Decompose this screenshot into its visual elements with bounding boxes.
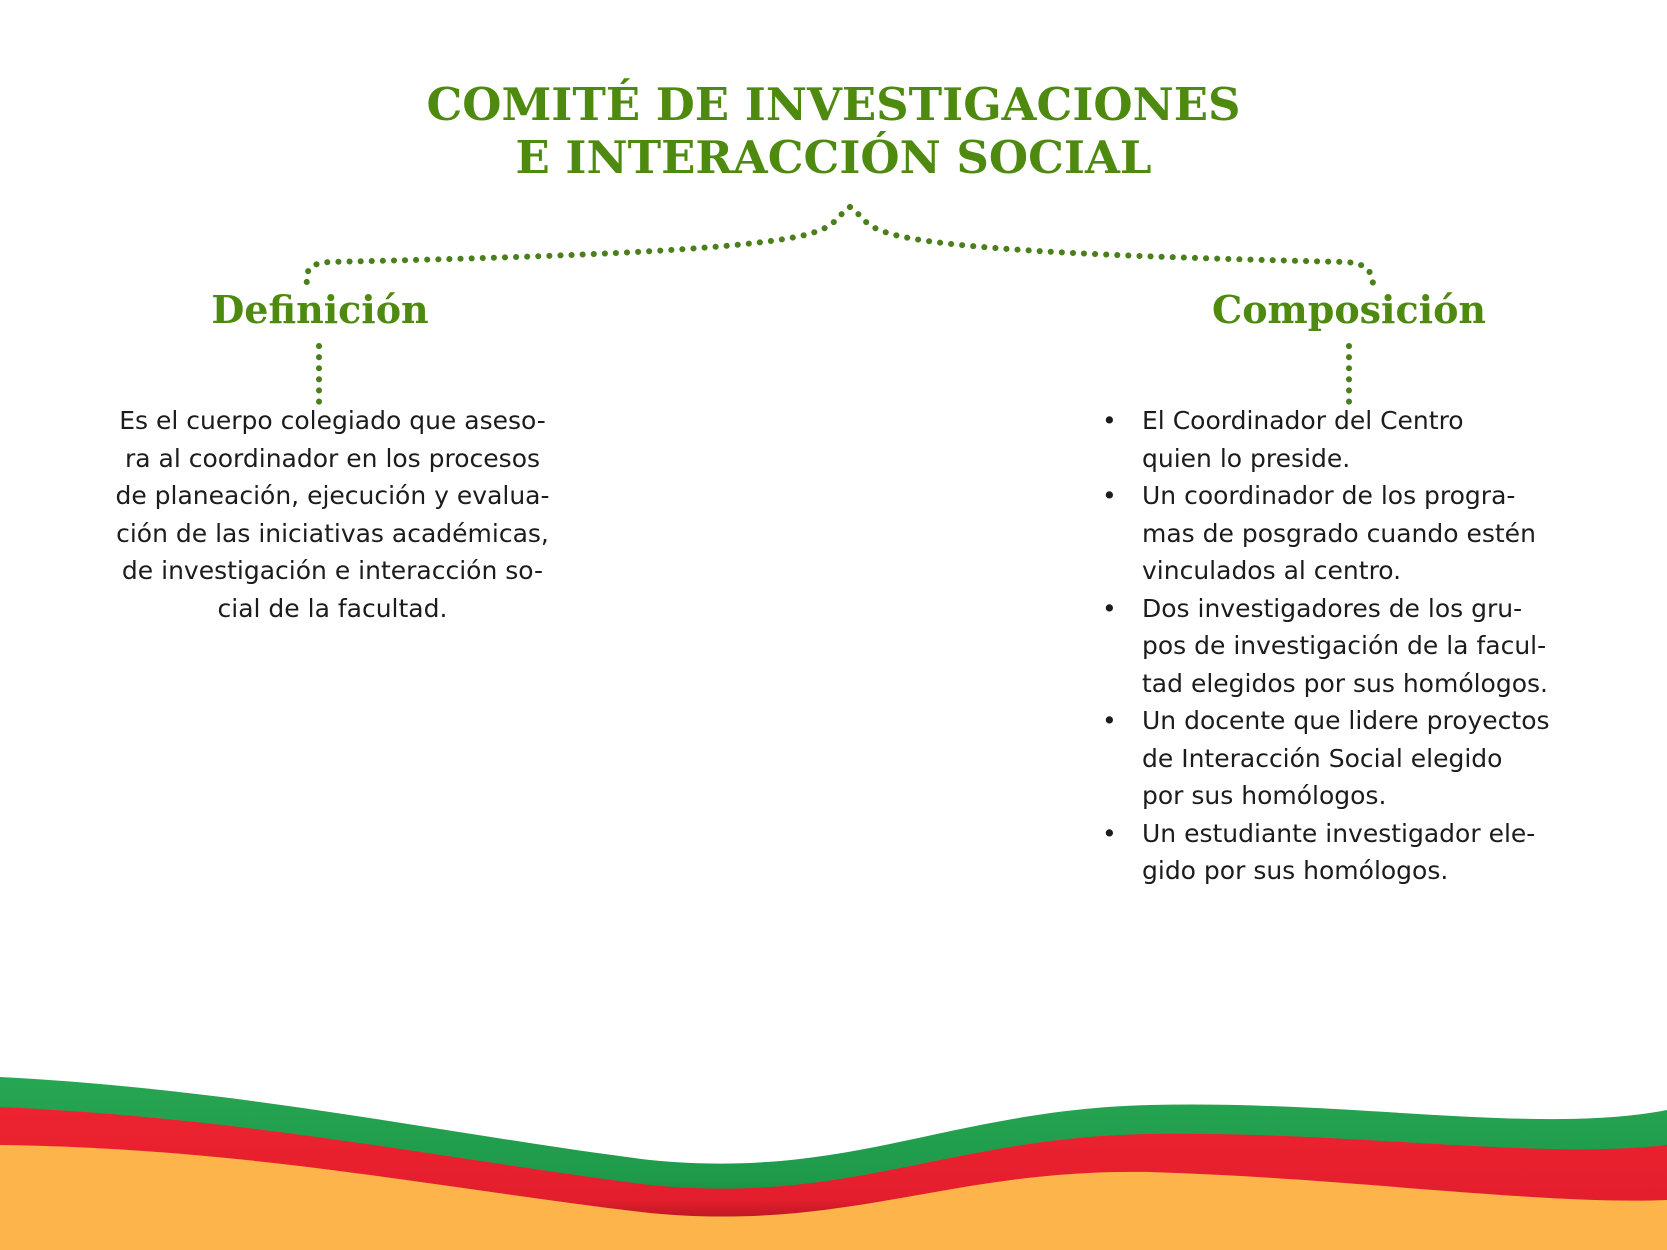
list-item-line: por sus homólogos.	[1142, 781, 1387, 810]
list-item-line: de Interacción Social elegido	[1142, 743, 1503, 773]
list-item-line: Dos investigadores de los gru-	[1142, 593, 1523, 623]
definition-line: ción de las iniciativas académicas,	[116, 518, 549, 548]
definition-line: de planeación, ejecución y evalua-	[115, 481, 550, 510]
list-item-line: quien lo preside.	[1142, 443, 1351, 473]
list-item-line: vinculados al centro.	[1142, 556, 1402, 585]
list-item-line: El Coordinador del Centro	[1142, 406, 1464, 435]
bullet-icon: •	[1102, 818, 1117, 848]
list-item	[1102, 702, 1550, 815]
definition-line: de investigación e interacción so-	[121, 556, 544, 585]
definition-text	[95, 402, 570, 627]
decorative-wave-footer	[0, 1040, 1667, 1250]
composition-list	[1102, 402, 1550, 890]
composition-heading: Composición	[1211, 287, 1487, 332]
list-item	[1102, 477, 1550, 590]
definition-line: ra al coordinador en los procesos	[124, 443, 541, 473]
list-item-line: Un estudiante investigador ele-	[1142, 818, 1536, 848]
dotted-connector	[0, 0, 1667, 420]
definition-line: cial de la facultad.	[217, 593, 448, 623]
bullet-icon: •	[1102, 481, 1117, 510]
bullet-icon: •	[1102, 706, 1117, 735]
list-item	[1102, 402, 1550, 477]
connector-left-branch	[307, 207, 850, 284]
list-item-line: Un coordinador de los progra-	[1142, 481, 1516, 510]
bullet-icon: •	[1102, 593, 1117, 623]
list-item	[1102, 590, 1550, 703]
list-item-line: pos de investigación de la facul-	[1142, 631, 1547, 660]
connector-right-branch	[850, 207, 1373, 284]
list-item-line: tad elegidos por sus homólogos.	[1142, 668, 1548, 698]
definition-heading: Definición	[211, 287, 429, 332]
list-item-line: gido por sus homólogos.	[1142, 856, 1449, 885]
list-item	[1102, 815, 1550, 890]
definition-line: Es el cuerpo colegiado que aseso-	[119, 406, 546, 435]
title-line-2: E INTERACCIÓN SOCIAL	[515, 131, 1152, 184]
list-item-line: mas de posgrado cuando estén	[1142, 518, 1536, 548]
title-line-1: COMITÉ DE INVESTIGACIONES	[426, 78, 1241, 131]
list-item-line: Un docente que lidere proyectos	[1142, 706, 1550, 735]
bullet-icon: •	[1102, 406, 1117, 435]
